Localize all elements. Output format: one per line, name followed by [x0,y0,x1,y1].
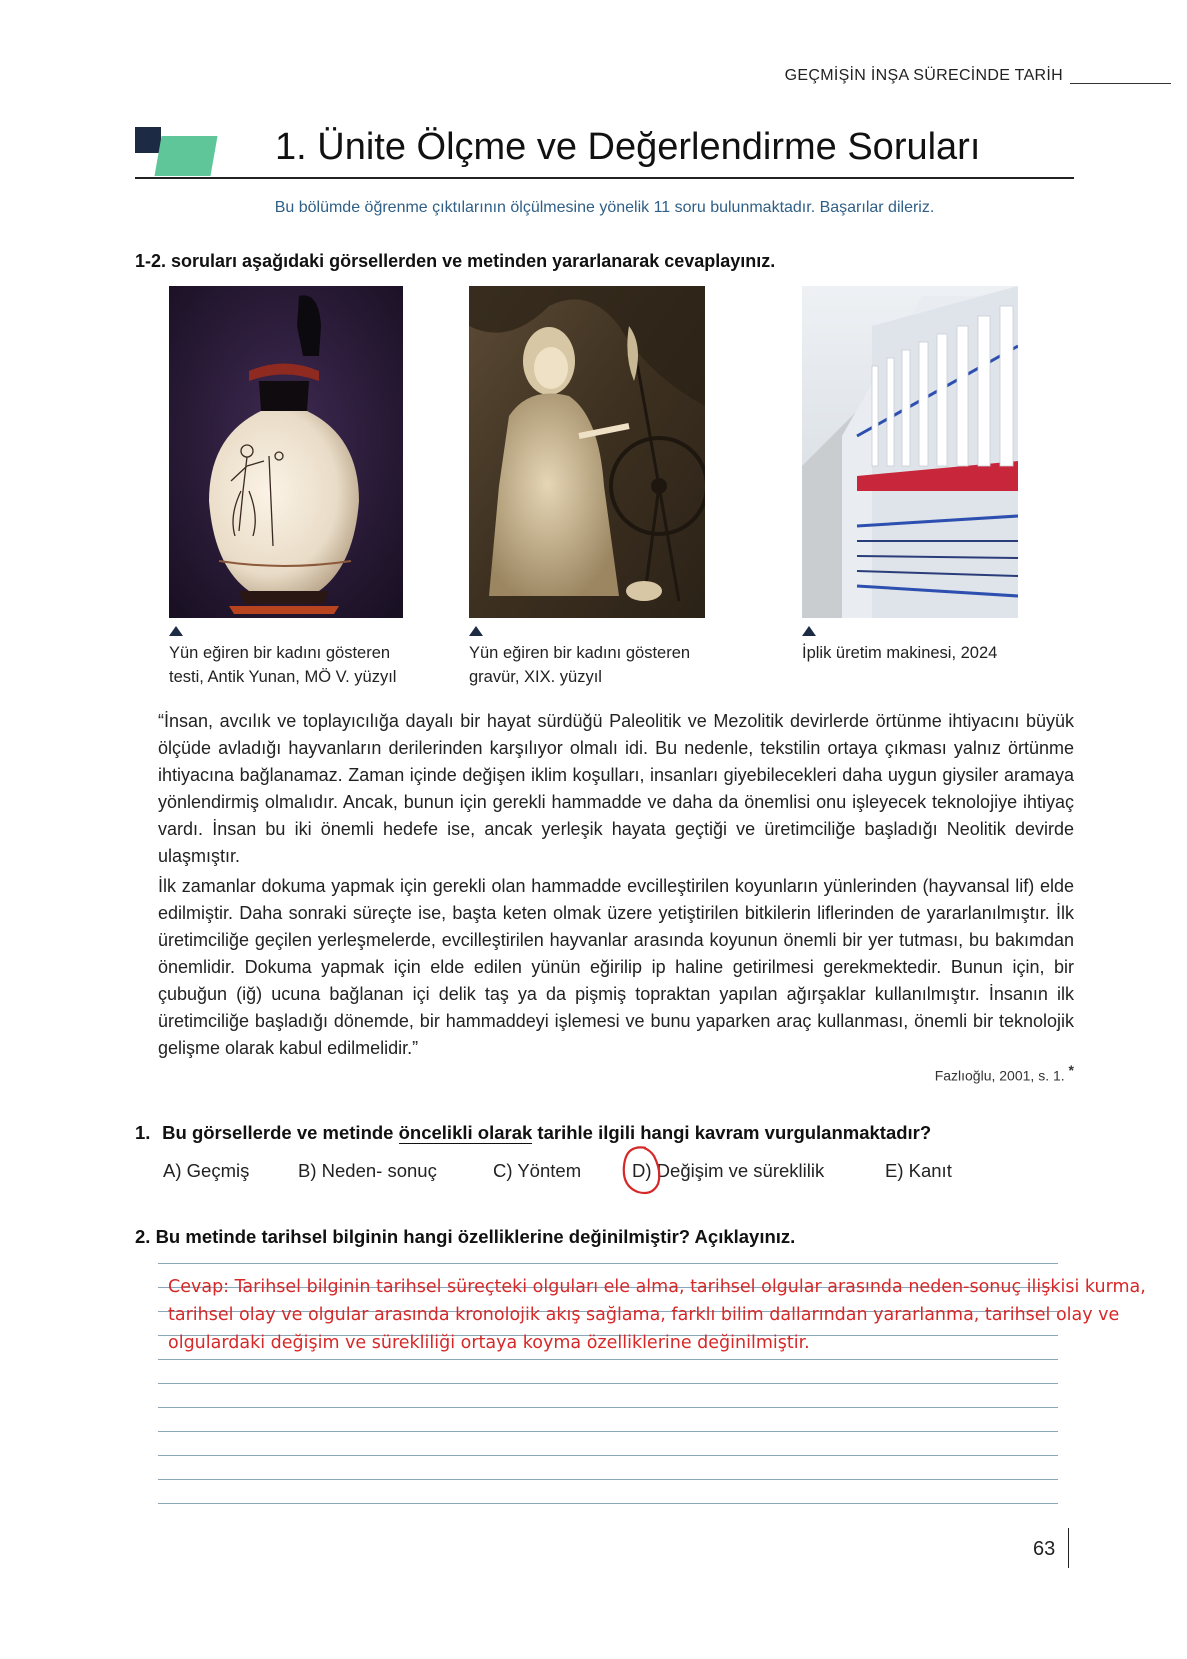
vase-photo [169,286,403,618]
title-mark-green [154,136,217,176]
option-c[interactable] [493,1160,581,1182]
quote-source-mark: * [1068,1062,1074,1078]
option-b-text: Neden- sonuç [321,1160,437,1181]
option-e[interactable] [885,1160,952,1182]
question-2: 2. Bu metinde tarihsel bilginin hangi özelliklerine değinilmiştir? Açıklayınız. [135,1226,796,1247]
caption-machine: İplik üretim makinesi, 2024 [802,644,998,662]
option-e-text: Kanıt [908,1160,952,1181]
spinning-machine-illustration [802,286,1018,618]
caption-marker-3 [802,626,816,636]
caption-marker-1 [169,626,183,636]
answer-line [158,1479,1058,1480]
option-e-letter: E) [885,1160,904,1181]
option-d-text: Değişim ve süreklilik [656,1160,825,1181]
option-b-letter: B) [298,1160,317,1181]
caption-marker-2 [469,626,483,636]
caption-vase-line2: testi, Antik Yunan, MÖ V. yüzyıl [169,668,397,686]
title-mark-dark [135,127,161,153]
page-number: 63 [1033,1538,1056,1560]
page-title: 1. Ünite Ölçme ve Değerlendirme Soruları [275,126,981,168]
answer-line [158,1263,1058,1264]
option-d-letter: D) [632,1160,652,1181]
caption-engraving-line1: Yün eğiren bir kadını gösteren [469,644,691,662]
question-1-underlined: öncelikli olarak [398,1122,533,1143]
question-1-text-after: tarihle ilgili hangi kavram vurgulanmaktadır? [532,1122,932,1143]
quote-source-text: Fazlıoğlu, 2001, s. 1. [934,1067,1065,1084]
engraving-photo [469,286,705,618]
answer-line [158,1503,1058,1504]
quote-paragraph-1: “İnsan, avcılık ve toplayıcılığa dayalı bir hayat sürdüğü Paleolitik ve Mezolitik devirlerde örtünme ihtiyacını büyük ölçüde avladığı hayvanların derilerinden karşılıyor olmalı idi. Bu nedenle, tekstilin ortaya çıkması yalnız örtünme ihtiyacına bağlanamaz. Zaman içinde değişen iklim koşulları, insanları giyebilecekleri daha uygun giysiler aramaya yönlendirmiş olmalıdır. Ancak, bunun için gerekli hammadde ve daha da önemlisi onu işleyecek teknolojiye ihtiyaç vardı. İnsan bu iki önemli hedefe ise, ancak yerleşik hayata geçtiği ve üretimciliğe başladığı Neolitik devirde ulaşmıştır. [158,711,1074,866]
option-c-text: Yöntem [517,1160,582,1181]
answer-line [158,1359,1058,1360]
option-c-letter: C) [493,1160,513,1181]
caption-vase [169,641,396,689]
handwritten-answer: Cevap: Tarihsel bilginin tarihsel süreçteki olguları ele alma, tarihsel olgular arasında neden-sonuç ilişkisi kurma, tarihsel olay ve olgular arasında kronolojik akış sağlama, farklı bilim dallarından yararlanma, tarihsel olay ve olgulardaki değişim ve sürekliliği ortaya koyma özelliklerine değinilmiştir. [168,1277,1146,1353]
question-1 [135,1122,931,1144]
quote-paragraph-2: İlk zamanlar dokuma yapmak için gerekli olan hammadde evcilleştirilen koyunların yünlerinden (hayvansal lif) elde edilmiştir. Daha sonraki süreçte ise, başta keten olmak üzere yetiştirilen bitkilerin liflerinden de yararlanılmıştır. İlk üretimciliğe geçilen yerleşmelerde, evcilleştirilen hayvanlar arasında koyunun önemli bir yer tutması, bu bakımdan önemlidir. Dokuma yapmak için elde edilen yünün eğirilip ip haline getirilmesi gerekmektedir. Bunun için, bir çubuğun (iğ) ucuna bağlanan içi delik taş ya da pişmiş topraktan yapılan ağırşaklar kullanılmıştır. İnsanın ilk üretimciliğe başladığı dönemde, bir hammaddeyi işlemesi ve bunu yaparken araç kullanması, önemli bir teknolojik gelişme olarak kabul edilmelidir.” [158,876,1074,1058]
header-rule [1070,83,1171,84]
answer-line [158,1407,1058,1408]
running-header: GEÇMİŞİN İNŞA SÜRECİNDE TARİH [784,67,1063,84]
question-1-text-before: Bu görsellerde ve metinde [162,1122,399,1143]
page-number-bar [1068,1528,1069,1568]
vase-illustration [169,286,403,618]
answer-line [158,1455,1058,1456]
caption-engraving [469,641,690,689]
spinning-machine-photo [802,286,1018,618]
answer-line [158,1383,1058,1384]
caption-engraving-line2: gravür, XIX. yüzyıl [469,668,602,686]
quote-source [935,1062,1074,1084]
answer-circle-mark [616,1142,666,1200]
question-1-number: 1. [135,1122,151,1143]
option-a-letter: A) [163,1160,182,1181]
engraving-illustration [469,286,705,618]
option-a[interactable] [163,1160,249,1182]
title-rule [135,177,1074,179]
intro-text: Bu bölümde öğrenme çıktılarının ölçülmesine yönelik 11 soru bulunmaktadır. Başarılar dileriz. [274,199,935,216]
option-a-text: Geçmiş [186,1160,250,1181]
option-b[interactable] [298,1160,437,1182]
caption-vase-line1: Yün eğiren bir kadını gösteren [169,644,391,662]
lead-instruction: 1-2. soruları aşağıdaki görsellerden ve metinden yararlanarak cevaplayınız. [135,251,776,271]
answer-line [158,1431,1058,1432]
